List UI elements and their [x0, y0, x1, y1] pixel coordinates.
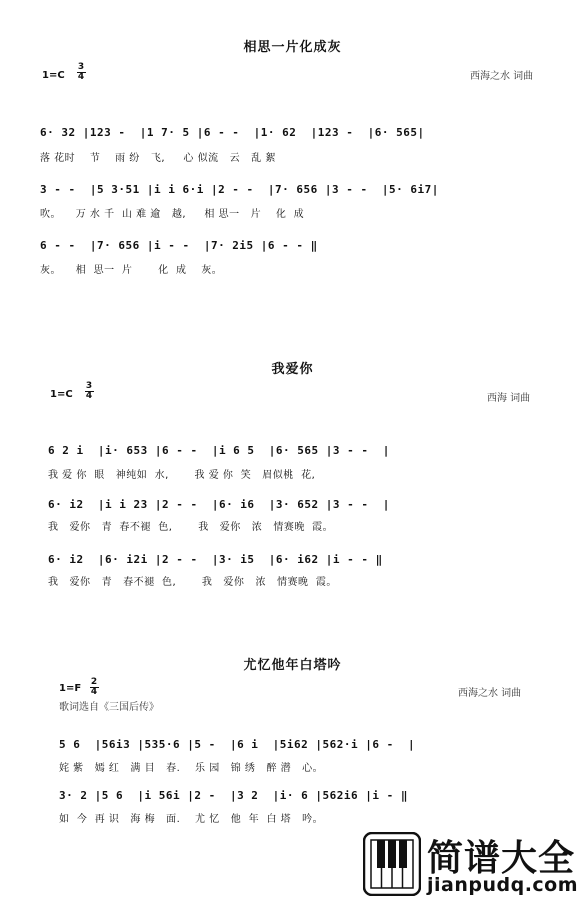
site-logo — [363, 830, 583, 900]
notation-line: 6· i2 |6· i2i |2 - - |3· i5 |6· i62 |i - - ‖ — [48, 553, 383, 566]
logo-text: 简谱大全 — [427, 838, 576, 879]
meter-top: 3 — [85, 381, 93, 391]
lyric-line: 如 今 再 识 海 梅 面. 尤 忆 他 年 白 塔 吟。 — [59, 814, 324, 825]
lyric-line: 吹。 万 水 千 山 难 逾 越, 相 思一 片 化 成 — [40, 209, 305, 220]
lyric-line: 落 花时 节 雨 纷 飞, 心 似流 云 乱 絮 — [40, 153, 276, 164]
song-credit: 西海 词曲 — [487, 393, 531, 404]
song-title: 尤忆他年白塔吟 — [243, 658, 342, 673]
notation-line: 5 6 |56i3 |535·6 |5 - |6 i |5i62 |562·i |6 - | — [59, 738, 416, 751]
song-credit: 西海之水 词曲 — [458, 688, 522, 699]
meter-bottom: 4 — [85, 391, 93, 401]
notation-line: 6· 32 |123 - |1 7· 5 |6 - - |1· 62 |123 - |6· 565| — [40, 126, 425, 139]
song-title: 我爱你 — [271, 362, 314, 377]
time-signature — [76, 63, 86, 82]
notation-line: 6 - - |7· 656 |i - - |7· 2i5 |6 - - ‖ — [40, 239, 318, 252]
meter-top: 2 — [90, 677, 98, 687]
lyric-line: 灰。 相 思一 片 化 成 灰。 — [40, 265, 223, 276]
meter-bottom: 4 — [90, 687, 98, 697]
meter-bottom: 4 — [77, 72, 85, 82]
lyric-line: 我 爱你 青 春不褪 色, 我 爱你 浓 情赛晚 霞。 — [48, 577, 337, 588]
piano-icon — [363, 832, 421, 896]
lyric-line: 姹 紫 嫣 红 满 目 春. 乐 园 锦 绣 醉 潜 心。 — [59, 763, 324, 774]
song-subtitle: 歌词选自《三国后传》 — [59, 702, 159, 713]
notation-line: 3· 2 |5 6 |i 56i |2 - |3 2 |i· 6 |562i6 |i - ‖ — [59, 789, 409, 802]
time-signature — [89, 678, 99, 697]
notation-line: 3 - - |5 3·51 |i i 6·i |2 - - |7· 656 |3 - - |5· 6i7| — [40, 183, 439, 196]
song-title: 相思一片化成灰 — [243, 40, 342, 55]
lyric-line: 我 爱 你 眼 神纯如 水, 我 爱 你 笑 眉似桃 花, — [48, 470, 316, 481]
lyric-line: 我 爱你 青 春不褪 色, 我 爱你 浓 情赛晚 霞。 — [48, 522, 334, 533]
notation-line: 6· i2 |i i 23 |2 - - |6· i6 |3· 652 |3 - - | — [48, 498, 390, 511]
key-signature: 1=C — [50, 389, 73, 400]
key-signature: 1=F — [59, 683, 82, 694]
song-credit: 西海之水 词曲 — [470, 71, 534, 82]
logo-url: jianpudq.com — [427, 874, 579, 896]
notation-line: 6 2 i |i· 653 |6 - - |i 6 5 |6· 565 |3 - - | — [48, 444, 390, 457]
key-signature: 1=C — [42, 70, 65, 81]
meter-top: 3 — [77, 62, 85, 72]
time-signature — [84, 382, 94, 401]
